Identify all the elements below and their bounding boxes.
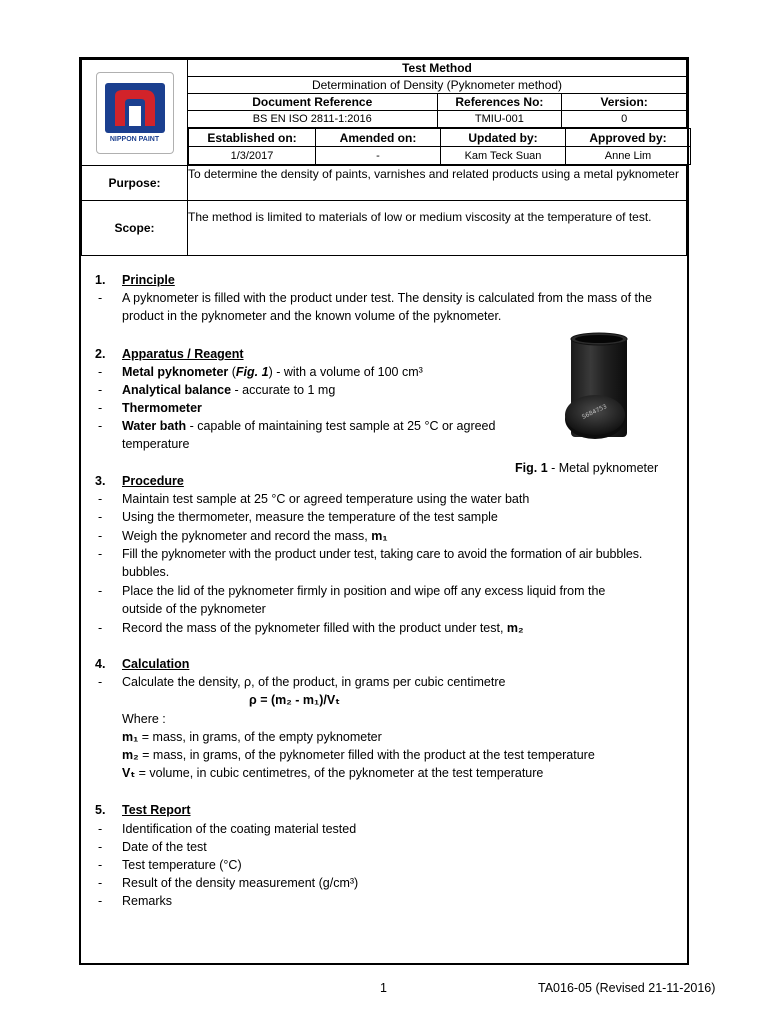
lid-label: S684753 [580, 403, 609, 421]
procedure-step-5-line-2: outside of the pyknometer [122, 602, 266, 616]
procedure-step-3 [122, 527, 388, 546]
established-label: Established on: [189, 129, 316, 147]
bullet: - [98, 419, 103, 433]
definition-text: = mass, in grams, of the pyknometer filled with the product at the test temperature [138, 748, 595, 762]
definition-m1 [122, 728, 382, 747]
doc-ref-value: BS EN ISO 2811-1:2016 [188, 111, 438, 128]
definition-m2 [122, 746, 595, 765]
item-desc: - with a volume of 100 cm³ [272, 365, 423, 379]
approval-table [188, 128, 691, 165]
document-header-table [81, 59, 687, 256]
updated-value: Kam Teck Suan [441, 147, 566, 165]
bullet: - [98, 894, 103, 908]
variable-vt: Vₜ [122, 766, 136, 780]
logo-text: NIPPON PAINT [109, 135, 160, 143]
logo-cell [82, 60, 188, 166]
procedure-step-6 [122, 619, 524, 638]
bullet: - [98, 383, 103, 397]
calculation-line-1: Calculate the density, ρ, of the product, in grams per cubic centimetre [122, 675, 506, 689]
approved-value: Anne Lim [566, 147, 691, 165]
report-item-5: Remarks [122, 894, 173, 908]
bullet: - [98, 365, 103, 379]
logo-mark-icon [105, 83, 165, 133]
principle-line-1: A pyknometer is filled with the product under test. The density is calculated from the mass of the [122, 291, 652, 305]
item-desc: - capable of maintaining test sample at 25 °C or agreed [186, 419, 496, 433]
version-label: Version: [562, 94, 687, 111]
bullet: - [98, 547, 103, 561]
bullet: - [98, 621, 103, 635]
item-name: Thermometer [122, 401, 202, 415]
section-number: 4. [95, 657, 106, 671]
scope-text: The method is limited to materials of low or medium viscosity at the temperature of test. [188, 201, 687, 256]
procedure-step-4-line-2: bubbles. [122, 565, 170, 579]
section-title: Test Report [122, 803, 191, 817]
ref-no-label: References No: [437, 94, 562, 111]
variable-m2: m₂ [506, 621, 524, 635]
section-number: 2. [95, 347, 106, 361]
report-item-3: Test temperature (°C) [122, 858, 242, 872]
caption-text: - Metal pyknometer [547, 461, 659, 475]
bullet: - [98, 858, 103, 872]
item-name: Water bath [122, 419, 187, 433]
bullet: - [98, 529, 103, 543]
bullet: - [98, 291, 103, 305]
procedure-step-2: Using the thermometer, measure the temperature of the test sample [122, 510, 498, 524]
variable-m2: m₂ [122, 748, 139, 762]
section-title: Apparatus / Reagent [122, 347, 244, 361]
apparatus-item-4-line-2: temperature [122, 437, 190, 451]
procedure-step-4: Fill the pyknometer with the product under test, taking care to avoid the formation of air bubbles. [122, 547, 643, 561]
scope-label: Scope: [82, 201, 188, 256]
report-item-1: Identification of the coating material tested [122, 822, 357, 836]
purpose-label: Purpose: [82, 166, 188, 201]
fig-ref: Fig. 1 [235, 365, 269, 379]
definition-text: = mass, in grams, of the empty pyknometer [138, 730, 382, 744]
procedure-step-1: Maintain test sample at 25 °C or agreed temperature using the water bath [122, 492, 530, 506]
item-desc: - accurate to 1 mg [231, 383, 336, 397]
apparatus-item-3 [122, 399, 202, 418]
report-item-4: Result of the density measurement (g/cm³) [122, 876, 359, 890]
purpose-text: To determine the density of paints, varnishes and related products using a metal pyknometer [188, 166, 687, 201]
section-number: 3. [95, 474, 106, 488]
density-formula: ρ = (m₂ - m₁)/Vₜ [249, 693, 341, 707]
bullet: - [98, 492, 103, 506]
section-title: Principle [122, 273, 175, 287]
section-title: Procedure [122, 474, 184, 488]
section-number: 5. [95, 803, 106, 817]
procedure-step-5: Place the lid of the pyknometer firmly in position and wipe off any excess liquid from the [122, 584, 606, 598]
bullet: - [98, 401, 103, 415]
step-text: Weigh the pyknometer and record the mass, [122, 529, 372, 543]
figure-caption [515, 459, 658, 478]
principle-line-2: product in the pyknometer and the known volume of the pyknometer. [122, 309, 502, 323]
metal-pyknometer-image [553, 331, 637, 443]
definition-text: = volume, in cubic centimetres, of the pyknometer at the test temperature [135, 766, 544, 780]
item-name: Analytical balance [122, 383, 232, 397]
test-method-label: Test Method [188, 60, 687, 77]
page-number: 1 [380, 981, 387, 995]
apparatus-item-4 [122, 417, 495, 436]
bullet: - [98, 840, 103, 854]
bullet: - [98, 584, 103, 598]
apparatus-item-1: Metal pyknometer (Fig. 1) - with a volume of 100 cm³ [122, 365, 423, 379]
where-label: Where : [122, 712, 166, 726]
apparatus-item-2 [122, 381, 335, 400]
amended-label: Amended on: [316, 129, 441, 147]
bullet: - [98, 675, 103, 689]
definition-vt [122, 764, 543, 783]
variable-m1: m₁ [122, 730, 139, 744]
test-method-title: Determination of Density (Pyknometer method) [188, 77, 687, 94]
bullet: - [98, 822, 103, 836]
section-title: Calculation [122, 657, 190, 671]
item-name: Metal pyknometer [122, 365, 229, 379]
caption-label: Fig. 1 [515, 461, 548, 475]
amended-value: - [316, 147, 441, 165]
doc-ref-label: Document Reference [188, 94, 438, 111]
bullet: - [98, 876, 103, 890]
bullet: - [98, 510, 103, 524]
established-value: 1/3/2017 [189, 147, 316, 165]
document-frame [79, 57, 689, 965]
step-text: Record the mass of the pyknometer filled with the product under test, [122, 621, 507, 635]
variable-m1: m₁ [371, 529, 388, 543]
version-value: 0 [562, 111, 687, 128]
ref-no-value: TMIU-001 [437, 111, 562, 128]
report-item-2: Date of the test [122, 840, 207, 854]
approved-label: Approved by: [566, 129, 691, 147]
updated-label: Updated by: [441, 129, 566, 147]
section-number: 1. [95, 273, 106, 287]
nippon-paint-logo [96, 72, 174, 154]
revision-label: TA016-05 (Revised 21-11-2016) [538, 981, 716, 995]
